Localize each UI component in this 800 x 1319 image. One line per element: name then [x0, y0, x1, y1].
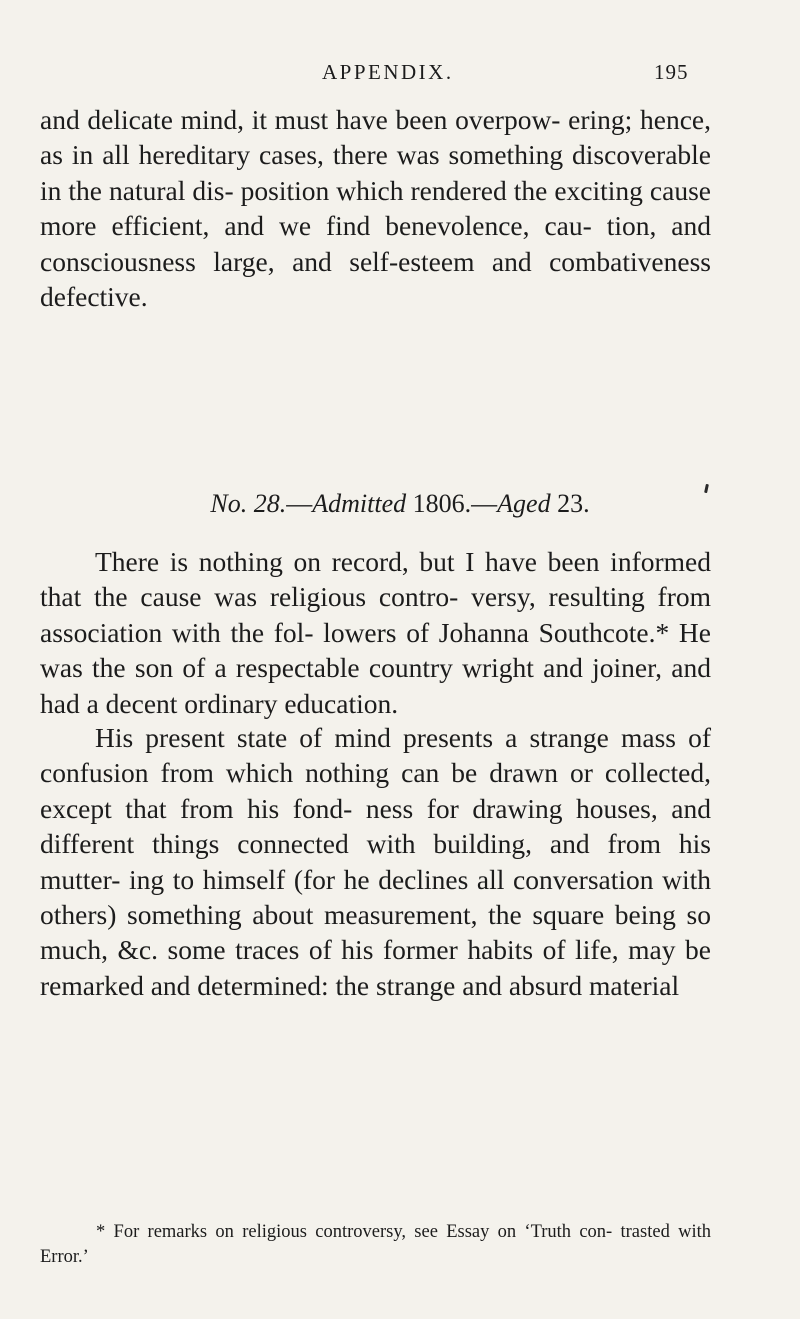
admitted-year: 1806.	[412, 489, 472, 518]
case-number: No. 28.	[210, 489, 287, 518]
page-header	[0, 60, 800, 90]
case-dash-1: —	[286, 489, 313, 518]
paragraph-case-state: His present state of mind presents a strange mass of confusion from which nothing can be drawn or collected, except that from his fond- ness for drawing houses, and different things connected with building, and from his mutter- ing to himself (for he declines all conversation with others) something about measurement, the square being so much, &c. some traces of his former habits of life, may be remarked and determined: the strange and absurd material	[40, 722, 711, 1001]
admitted-label: Admitted	[312, 489, 407, 518]
paragraph-case-record: There is nothing on record, but I have been informed that the cause was religious contro- versy, resulting from association with the fol- lowers of Johanna Southcote.* He was the son of a respectable country wright and joiner, and had a decent ordinary education.	[40, 546, 711, 719]
page-number: 195	[654, 60, 689, 84]
running-head: APPENDIX.	[322, 60, 454, 84]
paragraph-intro: and delicate mind, it must have been overpow- ering; hence, as in all hereditary cases, there was something discoverable in the natural dis- position which rendered the exciting cause more efficient, and we find benevolence, cau- tion, and consciousness large, and self-esteem and combativeness defective.	[40, 104, 711, 313]
footnote: * For remarks on religious controversy, see Essay on ‘Truth con- trasted with Error.’	[40, 1222, 711, 1267]
age-value: 23.	[557, 489, 590, 518]
case-heading	[0, 489, 800, 519]
aged-label: Aged	[497, 489, 551, 518]
case-dash-2: —	[471, 489, 498, 518]
